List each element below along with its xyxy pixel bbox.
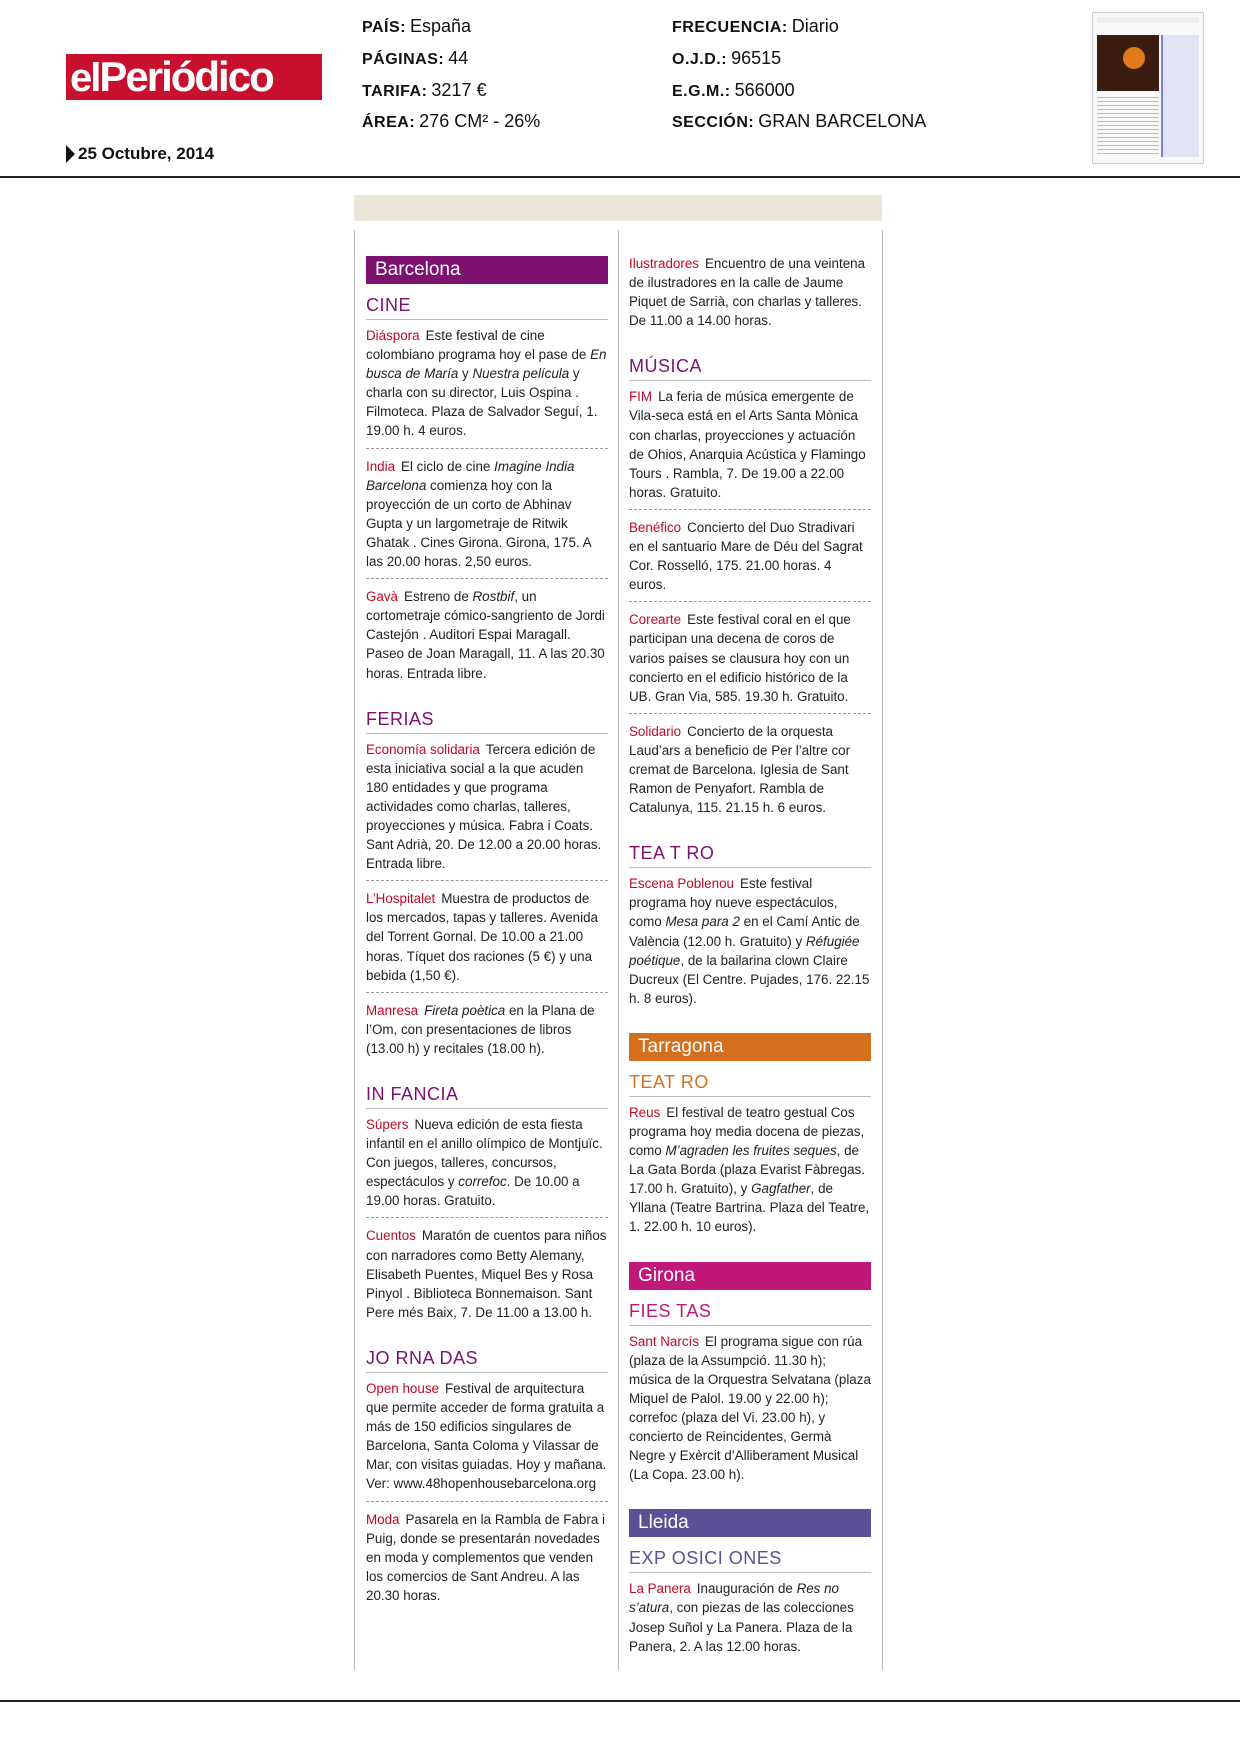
listing-entry: India El ciclo de cine Imagine India Barcelona comienza hoy con la proyección de un corto de Abhinav Gupta y un largometraje de Ritwik Ghatak . Cines Girona. Girona, 175. A las 20.00 horas. 2,50 euros. <box>366 457 608 580</box>
column-divider-left <box>354 230 355 1670</box>
listing-entry: L’Hospitalet Muestra de productos de los mercados, tapas y talleres. Avenida del Torrent Gornal. De 10.00 a 21.00 horas. Tíquet dos raciones (5 €) y una bebida (1,50 €). <box>366 889 608 992</box>
region-header-girona: Girona <box>629 1262 871 1290</box>
listing-entry: FIM La feria de música emergente de Vila-seca está en el Arts Santa Mònica con charlas, proyecciones y actuación de Ohios, Anarquia Acústica y Flamingo Tours . Rambla, 7. De 19.00 a 22.00 horas. Gratuito. <box>629 387 871 510</box>
column-divider-right <box>882 230 883 1670</box>
listing-entry: Sant Narcís El programa sigue con rúa (plaza de la Assumpció. 11.30 h); música de la Orquestra Selvatana (plaza Miquel de Palol. 19.00 y 22.00 h); correfoc (plaza del Vi. 23.00 h), y concierto de Reincidentes, Germà Negre y Exèrcit d’Alliberament Musical (La Copa. 23.00 h). <box>629 1333 871 1483</box>
listing-entry: Ilustradores Encuentro de una veintena de ilustradores en la calle de Jaume Piquet de Sarrià, con charlas y talleres. De 11.00 a 14.00 horas. <box>629 256 866 329</box>
date-text: 25 Octubre, 2014 <box>78 144 215 163</box>
meta-frecuencia: FRECUENCIA: Diario <box>672 16 839 36</box>
meta-area: ÁREA: 276 CM² - 26% <box>362 111 541 131</box>
listing-entry: Solidario Concierto de la orquesta Laud’ars a beneficio de Per l’altre cor cremat de Barcelona. Iglesia de Sant Ramon de Penyafort. Rambla de Catalunya, 115. 21.15 h. 6 euros. <box>629 723 851 816</box>
listing-entry: La Panera Inauguración de Res no s’atura, con piezas de las colecciones Josep Suñol y La Panera. Plaza de la Panera, 2. A las 12.00 horas. <box>629 1581 854 1654</box>
region-header-tarragona: Tarragona <box>629 1033 871 1061</box>
listing-entry: Benéfico Concierto del Duo Stradivari en el santuario Mare de Déu del Sagrat Cor. Rosselló, 175. 21.00 horas. 4 euros. <box>629 518 871 602</box>
category-ferias: FERIAS <box>366 708 608 734</box>
listing-entry: Diáspora Este festival de cine colombiano programa hoy el pase de En busca de María y Nuestra película y charla con su director, Luis Ospina . Filmoteca. Plaza de Salvador Seguí, 1. 19.00 h. 4 euros. <box>366 326 608 449</box>
header-rule <box>0 176 1240 178</box>
category-teatro-tarragona: TEAT RO <box>629 1071 871 1097</box>
listing-entry: Reus El festival de teatro gestual Cos programa hoy media docena de piezas, como M’agraden les fruites seques, de La Gata Borda (plaza Evarist Fàbregas. 17.00 h. Gratuito), y Gagfather, de Yllana (Teatre Bartrina. Plaza del Teatre, 1. 22.00 h. 10 euros). <box>629 1104 870 1235</box>
meta-pais: PAÍS: España <box>362 16 472 36</box>
category-fiestas: FIES TAS <box>629 1300 871 1326</box>
publication-date <box>66 144 214 164</box>
listing-entry: Economía solidaria Tercera edición de esta iniciativa social a la que acuden 180 entidades y que programa actividades como charlas, talleres, proyecciones y música. Fabra i Coats. Sant Adrià, 20. De 12.00 a 20.00 horas. Entrada libre. <box>366 740 608 882</box>
listing-entry: Cuentos Maratón de cuentos para niños con narradores como Betty Alemany, Elisabeth Puentes, Miquel Bes y Rosa Pinyol . Biblioteca Bonnemaison. Sant Pere més Baix, 7. De 11.00 a 13.00 h. <box>366 1228 607 1320</box>
meta-seccion: SECCIÓN: GRAN BARCELONA <box>672 111 927 131</box>
column-divider-middle <box>618 230 619 1670</box>
page-thumbnail <box>1092 12 1204 164</box>
logo-main: Periódico <box>99 54 273 100</box>
category-infancia: IN FANCIA <box>366 1083 608 1109</box>
listing-entry: Moda Pasarela en la Rambla de Fabra i Puig, donde se presentarán novedades en moda y complementos que venden los comercios de Sant Andreu. A las 20.30 horas. <box>366 1511 605 1603</box>
column-2 <box>629 254 871 1681</box>
thumbnail-header <box>1097 17 1199 23</box>
category-exposiciones: EXP OSICI ONES <box>629 1547 871 1573</box>
region-header-lleida: Lleida <box>629 1509 871 1537</box>
category-cine: CINE <box>366 294 608 320</box>
newspaper-logo <box>66 54 322 100</box>
category-musica: MÚSICA <box>629 355 871 381</box>
region-header-barcelona: Barcelona <box>366 256 608 284</box>
category-teatro: TEA T RO <box>629 842 871 868</box>
listing-entry: Manresa Fireta poètica en la Plana de l’Om, con presentaciones de libros (13.00 h) y recitales (18.00 h). <box>366 1002 595 1056</box>
meta-egm: E.G.M.: 566000 <box>672 80 795 100</box>
listing-entry: Open house Festival de arquitectura que permite acceder de forma gratuita a más de 150 edificios singulares de Barcelona, Santa Coloma y Vilassar de Mar, con visitas guiadas. Hoy y mañana. Ver: www.48hopenhousebarcelona.org <box>366 1379 608 1502</box>
meta-ojd: O.J.D.: 96515 <box>672 48 782 68</box>
thumbnail-column <box>1161 35 1199 157</box>
category-jornadas: JO RNA DAS <box>366 1347 608 1373</box>
play-arrow-icon <box>66 145 75 163</box>
meta-paginas: PÁGINAS: 44 <box>362 48 469 68</box>
column-1 <box>366 256 608 1630</box>
listing-entry: Gavà Estreno de Rostbif, un cortometraje cómico-sangriento de Jordi Castejón . Auditori Espai Maragall. Paseo de Joan Maragall, 11. A las 20.30 horas. Entrada libre. <box>366 589 605 681</box>
listing-entry: Corearte Este festival coral en el que participan una decena de coros de varios países se clausura hoy con un concierto en el edificio histórico de la UB. Gran Via, 585. 19.30 h. Gratuito. <box>629 610 871 713</box>
meta-tarifa: TARIFA: 3217 € <box>362 80 487 100</box>
article-top-band <box>354 195 882 221</box>
listing-entry: Súpers Nueva edición de esta fiesta infantil en el anillo olímpico de Montjuïc. Con juegos, talleres, concursos, espectáculos y correfoc. De 10.00 a 19.00 horas. Gratuito. <box>366 1115 608 1218</box>
thumbnail-glow <box>1123 47 1145 69</box>
listing-entry: Escena Poblenou Este festival programa hoy nueve espectáculos, como Mesa para 2 en el Camí Antic de València (12.00 h. Gratuito) y Réfugiée poétique, de la bailarina clown Claire Ducreux (El Centre. Pujades, 176. 22.15 h. 8 euros). <box>629 876 870 1006</box>
logo-el: el <box>70 56 100 100</box>
footer-rule <box>0 1700 1240 1702</box>
thumbnail-text <box>1097 97 1159 157</box>
